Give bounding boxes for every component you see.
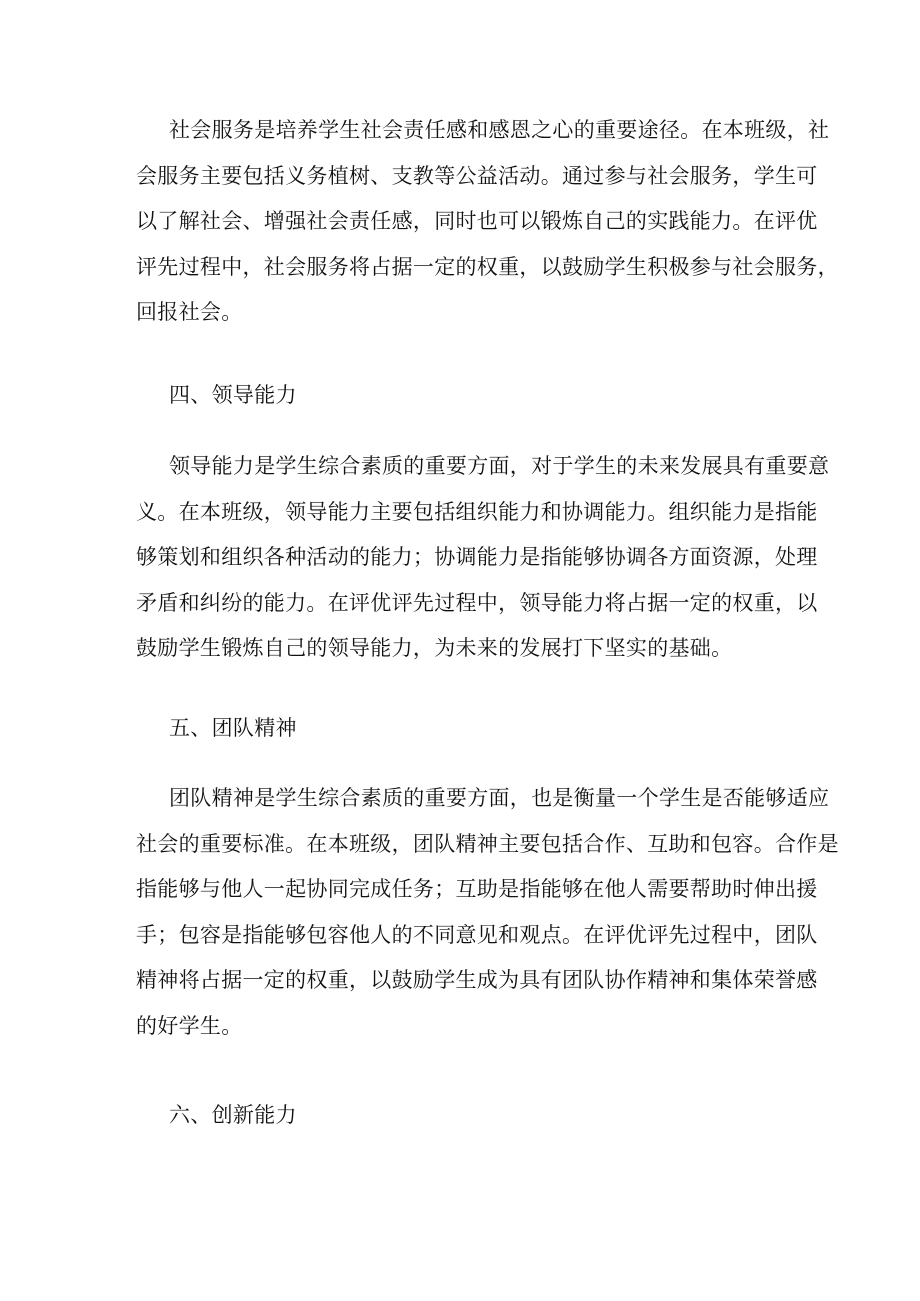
paragraph-line: 手；包容是指能够包容他人的不同意见和观点。在评优评先过程中，团队 xyxy=(136,922,818,947)
paragraph-line: 社会的重要标准。在本班级，团队精神主要包括合作、互助和包容。合作是 xyxy=(136,831,839,856)
paragraph-social-service xyxy=(136,108,839,336)
paragraph-line: 指能够与他人一起协同完成任务；互助是指能够在他人需要帮助时伸出援 xyxy=(136,877,818,901)
paragraph-line: 鼓励学生锻炼自己的领导能力，为未来的发展打下坚实的基础。 xyxy=(136,636,733,660)
paragraph-line: 回报社会。 xyxy=(136,300,243,324)
paragraph-line: 会服务主要包括义务植树、支教等公益活动。通过参与社会服务，学生可 xyxy=(136,163,818,188)
paragraph-line: 以了解社会、增强社会责任感，同时也可以锻炼自己的实践能力。在评优 xyxy=(136,209,818,233)
paragraph-line: 的好学生。 xyxy=(136,1013,243,1038)
paragraph-leadership xyxy=(136,444,830,672)
paragraph-line: 社会服务是培养学生社会责任感和感恩之心的重要途径。在本班级，社 xyxy=(169,118,830,142)
paragraph-line: 评先过程中，社会服务将占据一定的权重，以鼓励学生积极参与社会服务， xyxy=(136,254,839,279)
paragraph-line: 团队精神是学生综合素质的重要方面，也是衡量一个学生是否能够适应 xyxy=(169,786,830,810)
paragraph-line: 义。在本班级，领导能力主要包括组织能力和协调能力。组织能力是指能 xyxy=(136,499,818,524)
section-heading-leadership: 四、领导能力 xyxy=(169,383,297,407)
paragraph-line: 领导能力是学生综合素质的重要方面，对于学生的未来发展具有重要意 xyxy=(169,454,830,478)
section-heading-innovation: 六、创新能力 xyxy=(169,1103,297,1127)
paragraph-line: 够策划和组织各种活动的能力；协调能力是指能够协调各方面资源，处理 xyxy=(136,545,818,569)
paragraph-line: 精神将占据一定的权重，以鼓励学生成为具有团队协作精神和集体荣誉感 xyxy=(136,968,818,992)
paragraph-teamwork xyxy=(136,776,839,1049)
paragraph-line: 矛盾和纠纷的能力。在评优评先过程中，领导能力将占据一定的权重，以 xyxy=(136,590,818,615)
section-heading-teamwork: 五、团队精神 xyxy=(169,716,297,740)
